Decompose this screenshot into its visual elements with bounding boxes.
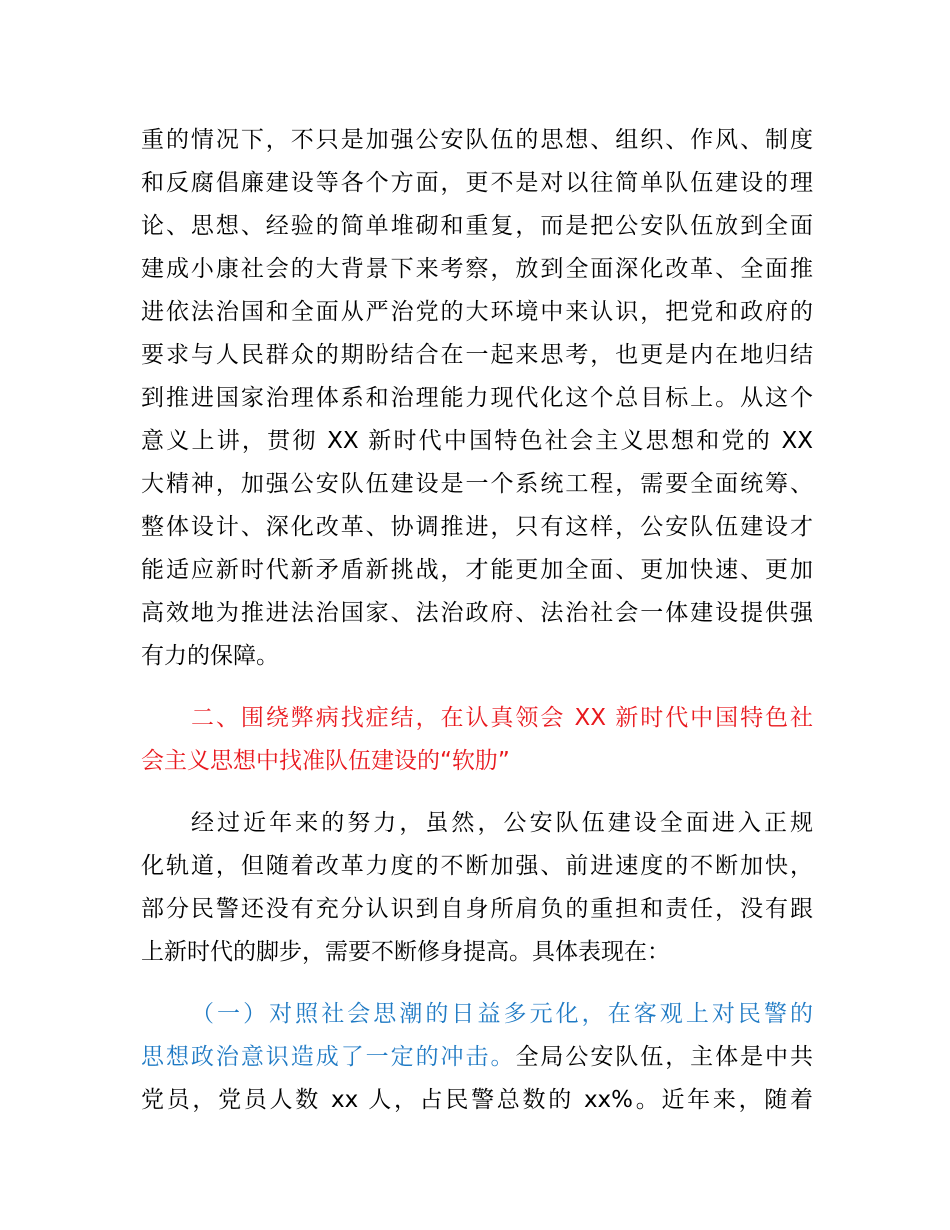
paragraph-line: 到推进国家治理体系和治理能力现代化这个总目标上。从这个 — [141, 385, 813, 411]
paragraph-line: 经过近年来的努力，虽然，公安队伍建设全面进入正规 — [191, 810, 813, 836]
paragraph-line: 高效地为推进法治国家、法治政府、法治社会一体建设提供强 — [141, 600, 813, 626]
paragraph-line: 能适应新时代新矛盾新挑战，才能更加全面、更加快速、更加 — [141, 557, 813, 583]
paragraph-line: 有力的保障。 — [141, 643, 279, 669]
paragraph-line: 整体设计、深化改革、协调推进，只有这样，公安队伍建设才 — [141, 514, 813, 540]
paragraph-line: 论、思想、经验的简单堆砌和重复，而是把公安队伍放到全面 — [141, 213, 813, 239]
paragraph-line: 部分民警还没有充分认识到自身所肩负的重担和责任，没有跟 — [141, 896, 813, 922]
subheading-text: 思想政治意识造成了一定的冲击。 — [141, 1044, 516, 1070]
heading-line: 二、围绕弊病找症结，在认真领会 XX 新时代中国特色社 — [191, 705, 813, 731]
paragraph-line: 建成小康社会的大背景下来考察，放到全面深化改革、全面推 — [141, 256, 813, 282]
paragraph-line: 和反腐倡廉建设等各个方面，更不是对以往简单队伍建设的理 — [141, 170, 813, 196]
heading-line: 会主义思想中找准队伍建设的“软肋” — [141, 748, 510, 774]
subheading-line: （一）对照社会思潮的日益多元化，在客观上对民警的 — [191, 1001, 813, 1027]
paragraph-line: 上新时代的脚步，需要不断修身提高。具体表现在： — [141, 939, 670, 965]
paragraph-text: 全局公安队伍，主体是中共 — [515, 1044, 813, 1070]
paragraph-line: 大精神，加强公安队伍建设是一个系统工程，需要全面统筹、 — [141, 471, 813, 497]
paragraph-line: 化轨道，但随着改革力度的不断加强、前进速度的不断加快， — [141, 853, 813, 879]
paragraph-line: 进依法治国和全面从严治党的大环境中来认识，把党和政府的 — [141, 299, 813, 325]
mixed-line — [141, 1042, 813, 1072]
paragraph-line: 党员，党员人数 xx 人，占民警总数的 xx%。近年来，随着 — [141, 1087, 813, 1113]
paragraph-line: 重的情况下，不只是加强公安队伍的思想、组织、作风、制度 — [141, 127, 813, 153]
paragraph-line: 要求与人民群众的期盼结合在一起来思考，也更是内在地归结 — [141, 342, 813, 368]
paragraph-line: 意义上讲，贯彻 XX 新时代中国特色社会主义思想和党的 XX — [141, 428, 813, 454]
